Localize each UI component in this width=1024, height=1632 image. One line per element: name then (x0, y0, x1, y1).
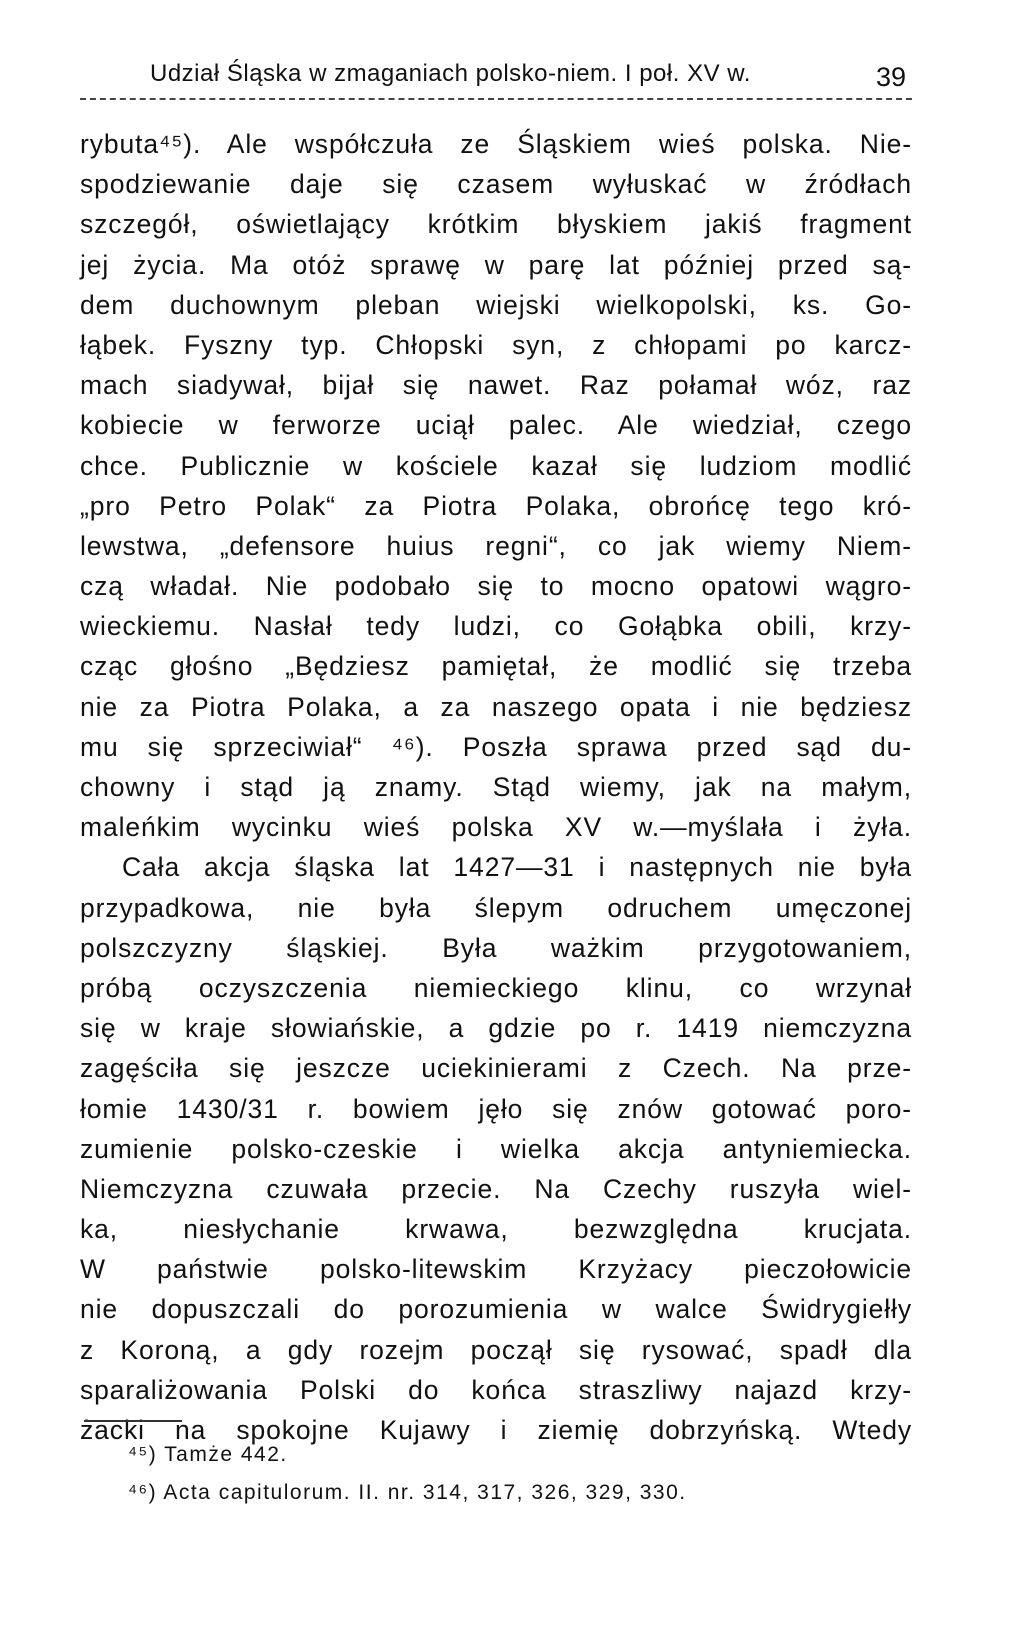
text-line: dem duchownym pleban wiejski wielkopolski, ks. Go- (80, 289, 912, 320)
footnotes (128, 1436, 888, 1512)
text-line: mu się sprzeciwiał“ ⁴⁶). Poszła sprawa przed sąd du- (80, 731, 912, 762)
text-line: cząc głośno „Będziesz pamiętał, że modlić się trzeba (80, 651, 912, 682)
running-head (80, 58, 912, 100)
text-line: polszczyzny śląskiej. Była ważkim przygotowaniem, (80, 932, 912, 963)
text-line: mach siadywał, bijał się nawet. Raz połamał wóz, raz (80, 370, 912, 401)
text-line: łomie 1430/31 r. bowiem jęło się znów gotować poro- (80, 1093, 912, 1124)
footnote: ⁴⁶) Acta capitulorum. II. nr. 314, 317, 326, 329, 330. (128, 1481, 687, 1504)
text-line: chowny i stąd ją znamy. Stąd wiemy, jak na małym, (80, 772, 912, 802)
text-line: rybuta⁴⁵). Ale współczuła ze Śląskiem wieś polska. Nie- (80, 129, 912, 159)
text-line: sparaliżowania Polski do końca straszliwy najazd krzy- (80, 1374, 912, 1405)
text-line: szczegół, oświetlający krótkim błyskiem jakiś fragment (80, 209, 912, 240)
text-line: przypadkowa, nie była ślepym odruchem umęczonej (80, 892, 912, 923)
text-line: czą władał. Nie podobało się to mocno opatowi wągro- (80, 571, 912, 602)
text-line: próbą oczyszczenia niemieckiego klinu, co wrzynał (80, 972, 912, 1003)
text-line: W państwie polsko-litewskim Krzyżacy pieczołowicie (80, 1254, 912, 1285)
text-line: zumienie polsko-czeskie i wielka akcja antyniemiecka. (80, 1133, 912, 1164)
body-text (80, 124, 912, 1450)
text-line: żacki na spokojne Kujawy i ziemię dobrzyńską. Wtedy (80, 1415, 912, 1445)
text-line: Niemczyzna czuwała przecie. Na Czechy ruszyła wiel- (80, 1173, 912, 1204)
page-number: 39 (875, 62, 906, 92)
text-line: jej życia. Ma otóż sprawę w parę lat później przed są- (80, 249, 912, 280)
footnote-divider (84, 1420, 182, 1422)
text-line: zagęściła się jeszcze uciekinierami z Czech. Na prze- (80, 1053, 912, 1084)
text-line: wieckiemu. Nasłał tedy ludzi, co Gołąbka obili, krzy- (80, 611, 912, 642)
text-line: lewstwa, „defensore huius regni“, co jak wiemy Niem- (80, 530, 912, 561)
text-line: nie dopuszczali do porozumienia w walce Świdrygiełły (80, 1294, 912, 1325)
text-line: kobiecie w ferworze uciął palec. Ale wiedział, czego (80, 410, 912, 441)
text-line: nie za Piotra Polaka, a za naszego opata i nie będziesz (80, 691, 912, 722)
text-line: chce. Publicznie w kościele kazał się ludziom modlić (80, 450, 912, 481)
text-line: maleńkim wycinku wieś polska XV w.—myślała i żyła. (80, 812, 912, 843)
text-line: łąbek. Fyszny typ. Chłopski syn, z chłopami po karcz- (80, 329, 912, 360)
paragraph-first-line: Cała akcja śląska lat 1427—31 i następnych nie była (122, 852, 912, 883)
running-title: Udział Śląska w zmaganiach polsko-niem. I poł. XV w. (150, 60, 751, 87)
footnote: ⁴⁵) Tamże 442. (128, 1443, 288, 1466)
text-line: „pro Petro Polak“ za Piotra Polaka, obrońcę tego kró- (80, 490, 912, 521)
text-line: z Koroną, a gdy rozejm począł się rysować, spadł dla (80, 1334, 912, 1365)
text-line: się w kraje słowiańskie, a gdzie po r. 1419 niemczyzna (80, 1013, 912, 1044)
text-line: ka, niesłychanie krwawa, bezwzględna krucjata. (80, 1214, 912, 1245)
text-line: spodziewanie daje się czasem wyłuskać w źródłach (80, 169, 912, 200)
